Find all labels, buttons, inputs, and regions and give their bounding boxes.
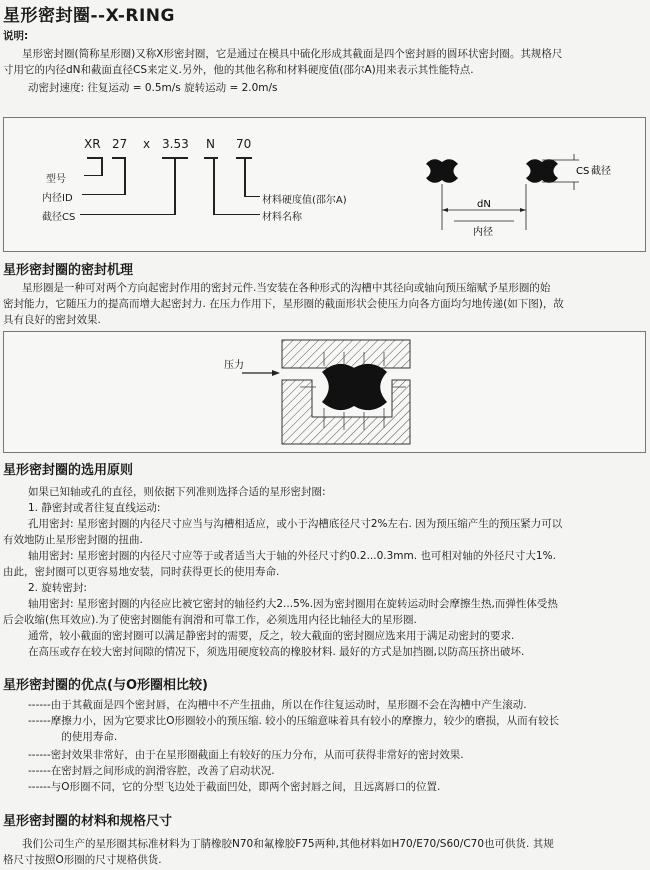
selection-line-3: 孔用密封: 星形密封圈的内径尺寸应当与沟槽相适应，或小于沟槽底径尺寸2%左右. 因为预压缩产生的预压紧力可以 [28,518,563,530]
selection-line-7: 2. 旋转密封: [28,582,87,594]
mechanism-heading: 星形密封圈的密封机理 [3,263,134,278]
housing-top [282,340,410,368]
code-x: x [143,137,151,151]
mechanism-line-2: 密封能力，它随压力的提高而增大起密封力. 在压力作用下，星形圈的截面形状会使压力向各方面均匀地传递(如下图)，故 [3,298,564,310]
page-title: 星形密封圈--X-RING [3,6,175,26]
selection-line-5: 轴用密封: 星形密封圈的内径尺寸应等于或者适当大于轴的外径尺寸约0.2...0.3mm. 也可相对轴的外径尺寸大1%. [28,550,556,562]
label-type: 型号 [46,174,66,185]
advantage-item-5: ------与O形圈不同，它的分型飞边处于截面凹处，即两个密封唇之间，且远离唇口的位置. [28,781,441,793]
selection-line-8: 轴用密封: 星形密封圈的内径应比被它密封的轴径约大2...5%.因为密封圈用在旋转运动时会摩擦生热,而弹性体受热 [28,598,558,610]
dim-dn: dN [477,199,491,210]
code-27: 27 [112,137,128,151]
advantage-item-4: ------在密封唇之间形成的润滑容腔，改善了启动状况. [28,765,275,777]
xring-section-left [426,159,458,183]
code-xr: XR [84,137,101,151]
speed-line: 动密封速度: 往复运动 = 0.5m/s 旋转运动 = 2.0m/s [28,82,278,94]
selection-line-2: 1. 静密封或者往复直线运动: [28,502,161,514]
selection-line-6: 由此，密封圈可以更容易地安装，同时获得更长的使用寿命. [3,566,280,578]
advantage-item-1: ------由于其截面是四个密封唇，在沟槽中不产生扭曲，所以在作往复运动时，星形圈不会在沟槽中产生滚动. [28,699,527,711]
advantage-item-2-cont: 的使用寿命. [28,731,118,743]
intro-line-2: 寸用它的内径dN和截面直径CS来定义.另外，他的其他名称和材料硬度值(邵尔A)用来表示其性能特点. [3,64,474,76]
pressure-diagram [4,332,645,452]
selection-line-10: 通常，较小截面的密封圈可以满足静密封的需要，反之，较大截面的密封圈应选来用于满足动密封的要求. [28,630,515,642]
intro-line-1: 星形密封圈(简称星形圈)又称X形密封圈，它是通过在模具中硫化形成其截面是四个密封唇的圆环状密封圈。其规格尺 [22,48,563,60]
xring-section-right [526,159,558,183]
label-material: 材料名称 [262,212,302,223]
dim-cs: CS [576,166,590,177]
selection-line-9: 后会收缩(焦耳效应).为了使密封圈能有润滑和可靠工作，必须选用内径比轴径大的星形圈. [3,614,417,626]
materials-heading: 星形密封圈的材料和规格尺寸 [3,814,173,829]
advantage-item-2: ------摩擦力小，因为它要求比O形圈较小的预压缩. 较小的压缩意味着具有较小的摩擦力，较少的磨损，从而有较长 [28,715,560,727]
mechanism-line-1: 星形圈是一种可对两个方向起密封作用的密封元件.当安装在各种形式的沟槽中其径向或轴向预压缩赋予星形圈的始 [22,282,551,294]
xring-section [322,364,387,410]
label-hardness: 材料硬度值(邵尔A) [262,195,347,206]
dim-cs-label: 截径 [591,166,611,177]
code-n: N [206,137,215,151]
materials-line-2: 格尺寸按照O形圈的尺寸规格供货. [3,854,162,866]
intro-label: 说明: [3,30,29,42]
selection-line-1: 如果已知轴或孔的直径，则依据下列准则选择合适的星形密封圈: [28,486,326,498]
selection-line-4: 有效地防止星形密封圈的扭曲. [3,534,143,546]
code-3-53: 3.53 [162,137,189,151]
selection-heading: 星形密封圈的选用原则 [3,463,134,478]
materials-line-1: 我们公司生产的星形圈其标准材料为丁腈橡胶N70和氟橡胶F75两种,其他材料如H70/E70/S60/C70也可供货. 其规 [22,838,554,850]
label-cs: 截径CS [42,212,76,223]
code-diagram-box [3,117,646,252]
mechanism-line-3: 具有良好的密封效果. [3,314,101,326]
pressure-label: 压力 [224,360,244,371]
mechanism-diagram-box [3,331,646,453]
advantages-heading: 星形密封圈的优点(与O形圈相比较) [3,678,208,693]
code-70: 70 [236,137,252,151]
xring-dimension-drawing [409,140,629,245]
advantage-item-3: ------密封效果非常好，由于在星形圈截面上有较好的压力分布，从而可获得非常好的密封效果. [28,749,464,761]
dim-dn-label: 内径 [473,227,493,238]
label-id: 内径ID [42,193,73,204]
selection-line-11: 在高压或存在较大密封间隙的情况下，须选用硬度较高的橡胶材料. 最好的方式是加挡圈,以防高压挤出破坏. [28,646,525,658]
